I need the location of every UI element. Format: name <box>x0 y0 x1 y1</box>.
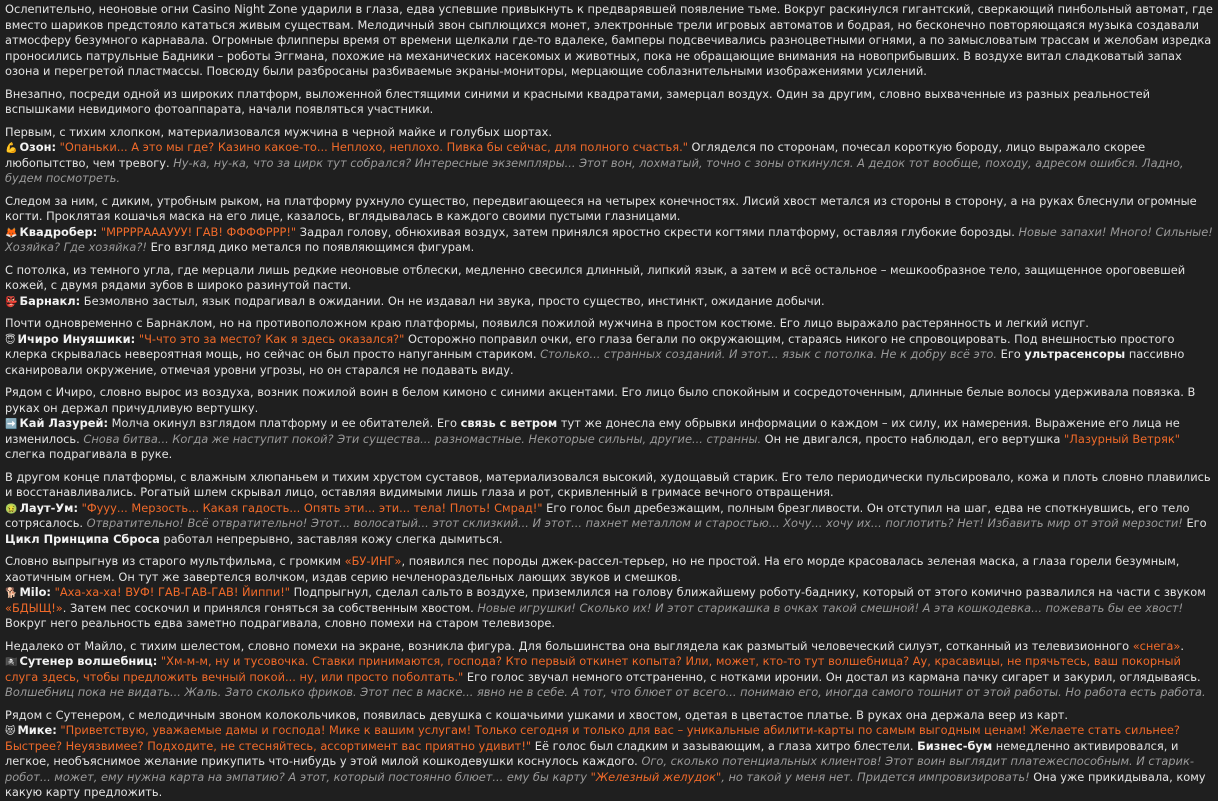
narration: Его взгляд дико метался по появляющимся фигурам. <box>146 240 475 254</box>
paragraph <box>5 194 1213 256</box>
character-name: Кай Лазурей: <box>19 416 109 430</box>
narration: Внезапно, посреди одной из широких платформ, выложенной блестящими синими и красными квадратами, замерцал воздух. Один за другим, словно выхваченные из разных реальностей вспышками невидимого фотоаппарата, начали появляться участники. <box>5 86 1151 116</box>
narration: работал непрерывно, заставляя кожу слегка дымиться. <box>159 531 503 546</box>
thought: Снова битва... Когда же наступит покой? Эти существа... разномастные. Некоторые сильны, другие... странны. <box>83 431 762 446</box>
narration: В другом конце платформы, с влажным хлюпаньем и тихим хрустом суставов, материализовался высокий, худощавый старик. Его тело периодически пульсировало, кожа и плоть словно плавились и восстанавливались. Рогатый шлем скрывал лицо, оставляя видимыми лишь глаза и рот, скривленный в гримасе вечного отвращения. <box>5 469 1211 499</box>
thought: Столько... странных созданий. И этот... язык с потолка. Не к добру всё это. <box>540 347 997 361</box>
character-name: Мике: <box>17 723 57 737</box>
dialogue: "Аха-ха-ха! ВУФ! ГАВ-ГАВ-ГАВ! Йиппи!" <box>50 585 291 599</box>
dialogue: "Фууу... Мерзость... Какая гадость... Опять эти... эти... тела! Плоть! Смрад!" <box>78 500 543 515</box>
narration: Его <box>997 347 1025 361</box>
paragraph <box>5 316 1213 378</box>
dialogue: "Ч-что это за место? Как я здесь оказался?" <box>135 331 405 346</box>
character-name: Квадробер: <box>19 224 98 239</box>
narration: . <box>1180 638 1184 653</box>
character-name: Ичиро Инуяшики: <box>17 331 136 346</box>
halo-face-icon: 😇 <box>5 334 16 346</box>
character-name: Сутенер волшебниц: <box>19 654 158 668</box>
nauseated-face-icon: 🤢 <box>5 503 18 515</box>
cat-face-icon: 😻 <box>5 726 16 737</box>
pirate-flag-icon: 🏴‍☠️ <box>5 657 18 668</box>
thought: Волшебниц пока не видать... Жаль. Зато сколько фриков. Этот пес в маске... явно не в себе. А тот, что блюет от всего... понимаю его, иногда самого тошнит от этой работы. Но работа есть работа. <box>5 685 1206 699</box>
narration: , появился пес породы джек-рассел-терьер, но не простой. На его морде красовалась зеленая маска, а глаза горели безумным, хаотичным огнем. Он тут же завертелся волчком, издав серию нечленораздельных лающих звуков и смешков. <box>5 554 1180 584</box>
character-name: Барнакл: <box>19 293 81 308</box>
narration: Рядом с Сутенером, с мелодичным звоном колокольчиков, появилась девушка с кошачьими ушками и хвостом, одетая в цветастое платье. В руках она держала веер из карт. <box>5 707 1069 722</box>
paragraph <box>5 125 1213 187</box>
paragraph <box>5 385 1213 463</box>
thought: Отвратительно! Всё отвратительно! Этот... волосатый... этот склизкий... И этот... пахнет металлом и старостью... Хочу... хочу их... поглотить? Нет! Избавить мир от этой мерзости! <box>86 516 1183 530</box>
dialogue: "Приветствую, уважаемые дамы и господа! Мике к вашим услугам! Только сегодня и только для вас – уникальные абилити-карты по самым выгодным ценам! Желаете стать сильнее? Быстрее? Неуязвимее? Подходите, не стесняйтесь, ассортимент вас приятно удивит!" <box>5 723 1180 753</box>
paragraph <box>5 87 1213 118</box>
narration: Его голос был дребезжащим, полным брезгливости. Он отступил на шаг, едва не споткнувшись, его тело сотрясалось. <box>5 500 1190 530</box>
ability-name: Бизнес-бум <box>917 738 993 753</box>
dialogue: "Опаньки... А это мы где? Казино какое-то... Неплохо, неплохо. Пивка бы сейчас, для полного счастья." <box>59 140 688 154</box>
dialogue: "МРРРРАААУУУ! ГАВ! ФФФФРРР!" <box>97 224 297 239</box>
character-name: Лаут-Ум: <box>19 500 79 515</box>
narration: Она уже прикидывала, кому какую карту предложить. <box>5 769 1206 799</box>
narration: Осторожно поправил очки, его глаза бегали по окружающим, стараясь никого не спровоцировать. Под внешностью простого клерка скрывалась невероятная мощь, но сейчас он был просто напуганным стариком. <box>5 331 1175 361</box>
narration: пассивно сканировали окружение, отмечая уровни угрозы, но он старался не подавать виду. <box>5 347 1185 377</box>
paragraph <box>5 554 1213 632</box>
narration: Он не двигался, просто наблюдал, его вертушка <box>761 431 1065 446</box>
narration: Рядом с Ичиро, словно вырос из воздуха, возник пожилой воин в белом кимоно с синими акцентами. Его лицо было спокойным и сосредоточенным, длинные белые волосы удерживала повязка. В руках он держал причудливую вертушку. <box>5 385 1196 415</box>
item-name: "Лазурный Ветряк" <box>1064 431 1180 446</box>
ability-name: ультрасенсоры <box>1024 347 1126 361</box>
narration: С потолка, из темного угла, где мерцали лишь редкие неоновые отблески, медленно свесился длинный, липкий язык, а затем и всё остальное – мешкообразное тело, защищенное ороговевшей кожей, с двумя рядами зубов в широко разинутой пасти. <box>5 262 1186 292</box>
ogre-icon: 👺 <box>5 296 18 308</box>
narration: Словно выпрыгнув из старого мультфильма, с громким <box>5 554 345 568</box>
narration: Задрал голову, обнюхивая воздух, затем принялся яростно скрести когтями платформу, оставляя глубокие борозды. <box>296 224 1019 239</box>
sound-effect: «БДЫЩ!» <box>5 600 63 615</box>
narration: тут же донесла ему обрывки информации о каждом – их силу, их намерения. Выражение его лица не изменилось. <box>5 416 1180 446</box>
narration: Его голос звучал немного отстраненно, с нотками иронии. Он достал из кармана пачку сигарет и закурил, оглядываясь. <box>463 669 1201 684</box>
dog-icon: 🐕 <box>5 588 18 599</box>
quoted-word: «снега» <box>1132 638 1181 653</box>
narration: Безмолвно застыл, язык подрагивал в ожидании. Он не издавал ни звука, просто существо, инстинкт, ожидание добычи. <box>80 293 825 308</box>
narration: Его <box>1182 516 1207 530</box>
paragraph <box>5 2 1213 80</box>
narration: Молча окинул взглядом платформу и ее обитателей. Его <box>108 416 461 430</box>
paragraph <box>5 708 1213 801</box>
narration: Подпрыгнул, сделал сальто в воздухе, приземлился на голову ближайшему роботу-баднику, который от этого комично развалился на части с звуком <box>290 585 1206 599</box>
paragraph <box>5 263 1213 310</box>
paragraph <box>5 639 1213 701</box>
thought: , но такой у меня нет. Придется импровизировать! <box>721 769 1030 784</box>
thought: Новые запахи! Много! Сильные! Хозяйка? Где хозяйка?! <box>5 224 1213 254</box>
narration: слегка подрагивала в руке. <box>5 447 173 461</box>
fox-icon: 🦊 <box>5 227 18 239</box>
character-name: Озон: <box>19 140 57 154</box>
sound-effect: «БУ-ИНГ» <box>344 554 402 568</box>
narration: Огляделся по сторонам, почесал короткую бороду, лицо выражало скорее любопытство, чем тревогу. <box>5 140 1146 170</box>
item-name: "Железный желудок" <box>590 769 722 784</box>
narration: Её голос был сладким и зазывающим, а глаза хитро блестели. <box>531 738 918 753</box>
thought: Новые игрушки! Сколько их! И этот старикашка в очках такой смешной! А эта кошкодевка... пожевать бы ее хвост! <box>477 600 1184 615</box>
dialogue: "Хм-м-м, ну и тусовочка. Ставки принимаются, господа? Кто первый откинет копыта? Или, может, кто-то тут волшебница? Ау, красавицы, не прячьтесь, ваш покорный слуга здесь, чтобы предложить вечный покой... ну, или просто поболтать." <box>5 654 1181 684</box>
narration: . Затем пес соскочил и принялся гоняться за собственным хвостом. <box>62 600 478 615</box>
ability-name: Цикл Принципа Сброса <box>5 531 160 546</box>
ability-name: связь с ветром <box>460 416 558 430</box>
thought: Ну-ка, ну-ка, что за цирк тут собрался? Интересные экземпляры... Этот вон, лохматый, точно с зоны откинулся. А дедок тот вообще, походу, адресом ошибся. Ладно, будем посмотреть. <box>5 155 1184 185</box>
narration: Почти одновременно с Барнаклом, но на противоположном краю платформы, появился пожилой мужчина в простом костюме. Его лицо выражало растерянность и легкий испуг. <box>5 316 1089 330</box>
narration: немедленно активировался, и легкое, необъяснимое желание прикупить что-нибудь у этой милой кошкодевушки коснулось каждого. <box>5 738 1179 768</box>
narration: Следом за ним, с диким, утробным рыком, на платформу рухнуло существо, передвигающееся на четырех конечностях. Лисий хвост метался из стороны в сторону, а на руках блеснули огромные когти. Проклятая кошачья маска на его лице, казалось, вглядывалась в каждого своими пустыми глазницами. <box>5 193 1197 223</box>
narration: Недалеко от Майло, с тихим шелестом, словно помехи на экране, возникла фигура. Для большинства она выглядела как размытый человеческий силуэт, сотканный из телевизионного <box>5 638 1133 653</box>
narration: Первым, с тихим хлопком, материализовался мужчина в черной майке и голубых шортах. <box>5 124 552 139</box>
narration: Вокруг него реальность едва заметно подрагивала, словно помехи на старом телевизоре. <box>5 616 556 630</box>
character-name: Milo: <box>19 585 51 599</box>
thought: Ого, сколько потенциальных клиентов! Этот воин выглядит платежеспособным. И старик-робот... может, ему нужна карта на эмпатию? А этот, который постоянно блюет... ему бы карту <box>5 754 1194 784</box>
right-arrow-icon: ➡️ <box>5 419 18 430</box>
narration: Ослепительно, неоновые огни Casino Night Zone ударили в глаза, едва успевшие привыкнуть к предварявшей появление тьме. Вокруг раскинулся гигантский, сверкающий пинбольный автомат, где вместо шариков предстояло кататься живым существам. Мелодичный звон сыплющихся монет, электронные трели игровых автоматов и бодрая, но бесконечно повторяющаяся музыка создавали атмосферу безумного карнавала. Огромные флипперы время от времени щелкали где-то вдалеке, бамперы подсвечивались разноцветными огнями, а по замысловатым трассам и желобам изредка проносились патрульные Бадники – роботы Эггмана, похожие на механических насекомых и животных, пока не обращающие внимания на новоприбывших. В воздухе витал сладковатый запах озона и перегретой пластмассы. Повсюду были разбросаны разбиваемые экраны-мониторы, мерцающие соблазнительными изображениями усилений. <box>5 2 1213 78</box>
paragraph <box>5 470 1213 548</box>
flexed-biceps-icon: 💪 <box>5 143 18 154</box>
